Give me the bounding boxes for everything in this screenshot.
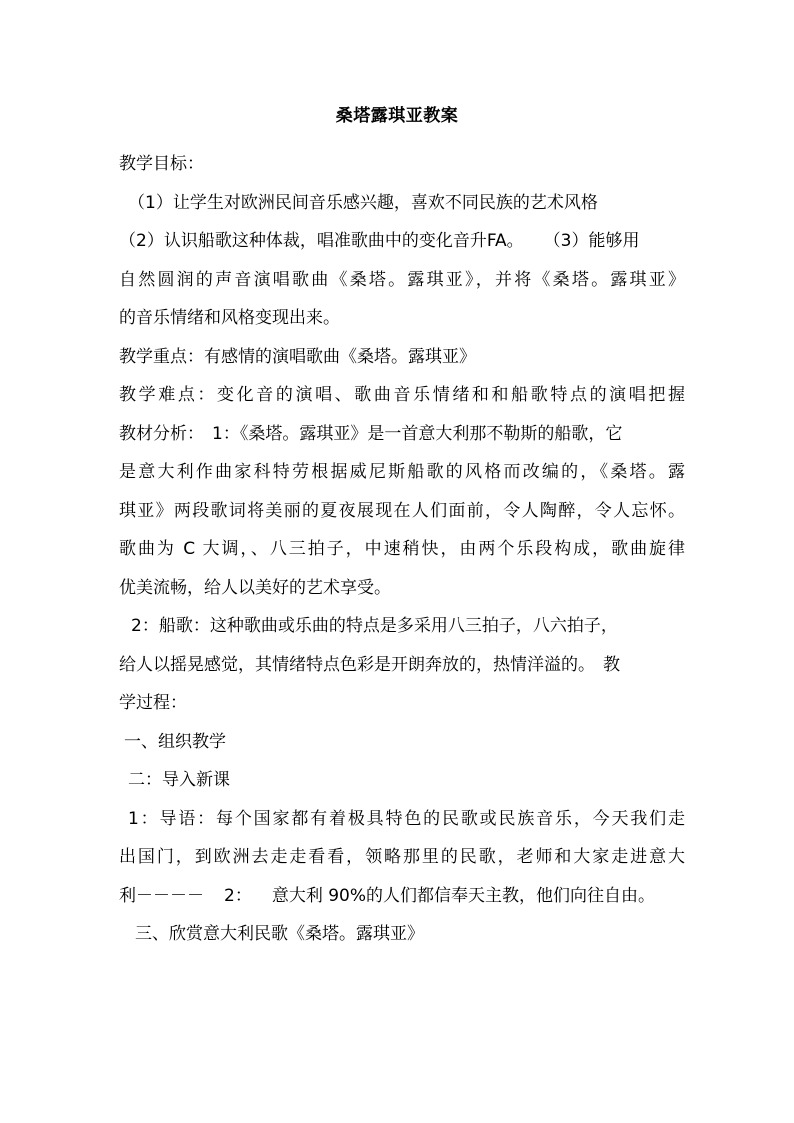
paragraph-line: 自然圆润的声音演唱歌曲《桑塔。露琪亚》，并将《桑塔。露琪亚》 — [119, 269, 685, 290]
paragraph-line: 是意大利作曲家科特劳根据威尼斯船歌的风格而改编的，《桑塔。露 — [119, 462, 685, 482]
paragraph-line: 教学难点：变化音的演唱、歌曲音乐情绪和和船歌特点的演唱把握 — [119, 385, 685, 405]
paragraph-segment: 教 — [603, 654, 620, 675]
paragraph-line: 出国门，到欧洲去走走看看，领略那里的民歌，老师和大家走进意大 — [119, 847, 685, 867]
paragraph-line: （1）让学生对欧洲民间音乐感兴趣，喜欢不同民族的艺术风格 — [128, 192, 598, 213]
paragraph-segment: 1：《桑塔。露琪亚》是一首意大利那不勒斯的船歌，它 — [212, 423, 623, 444]
paragraph-line: 教学重点：有感情的演唱歌曲《桑塔。露琪亚》 — [119, 346, 476, 367]
paragraph-line — [119, 877, 685, 916]
paragraph-segment: 2： — [224, 885, 252, 906]
paragraph-line — [119, 222, 685, 261]
paragraph-segment: （3）能够用 — [543, 231, 640, 251]
paragraph-segment: 利－－－－ — [119, 885, 204, 906]
paragraph-segment: 教材分析： — [119, 423, 204, 444]
paragraph-segment: （2）认识船歌这种体裁，唱准歌曲中的变化音升FA。 — [119, 231, 524, 251]
paragraph-line: 2：船歌：这种歌曲或乐曲的特点是多采用八三拍子，八六拍子， — [131, 616, 618, 636]
paragraph-line — [119, 415, 685, 454]
paragraph-line: 琪亚》两段歌词将美丽的夏夜展现在人们面前，令人陶醉，令人忘怀。 — [119, 500, 685, 521]
paragraph-line: 二：导入新课 — [128, 770, 230, 790]
paragraph-line: 三、欣赏意大利民歌《桑塔。露琪亚》 — [135, 924, 424, 944]
paragraph-segment: 给人以摇晃感觉，其情绪特点色彩是开朗奔放的，热情洋溢的。 — [119, 654, 595, 675]
paragraph-line — [119, 646, 685, 685]
paragraph-line: 歌曲为 C 大调，、八三拍子，中速稍快，由两个乐段构成，歌曲旋律 — [119, 539, 685, 559]
paragraph-line: 优美流畅，给人以美好的艺术享受。 — [119, 577, 391, 598]
paragraph-line: 一、组织教学 — [124, 731, 226, 752]
document-title: 桑塔露琪亚教案 — [335, 106, 459, 126]
paragraph-line: 的音乐情绪和风格变现出来。 — [119, 308, 340, 328]
paragraph-segment: 意大利 90%的人们都信奉天主教，他们向往自由。 — [271, 885, 656, 906]
paragraph-line: 1：导语：每个国家都有着极具特色的民歌或民族音乐，今天我们走 — [128, 808, 685, 829]
document-body — [119, 145, 685, 954]
paragraph-line: 学过程： — [119, 693, 187, 713]
paragraph-line: 教学目标： — [119, 154, 204, 174]
